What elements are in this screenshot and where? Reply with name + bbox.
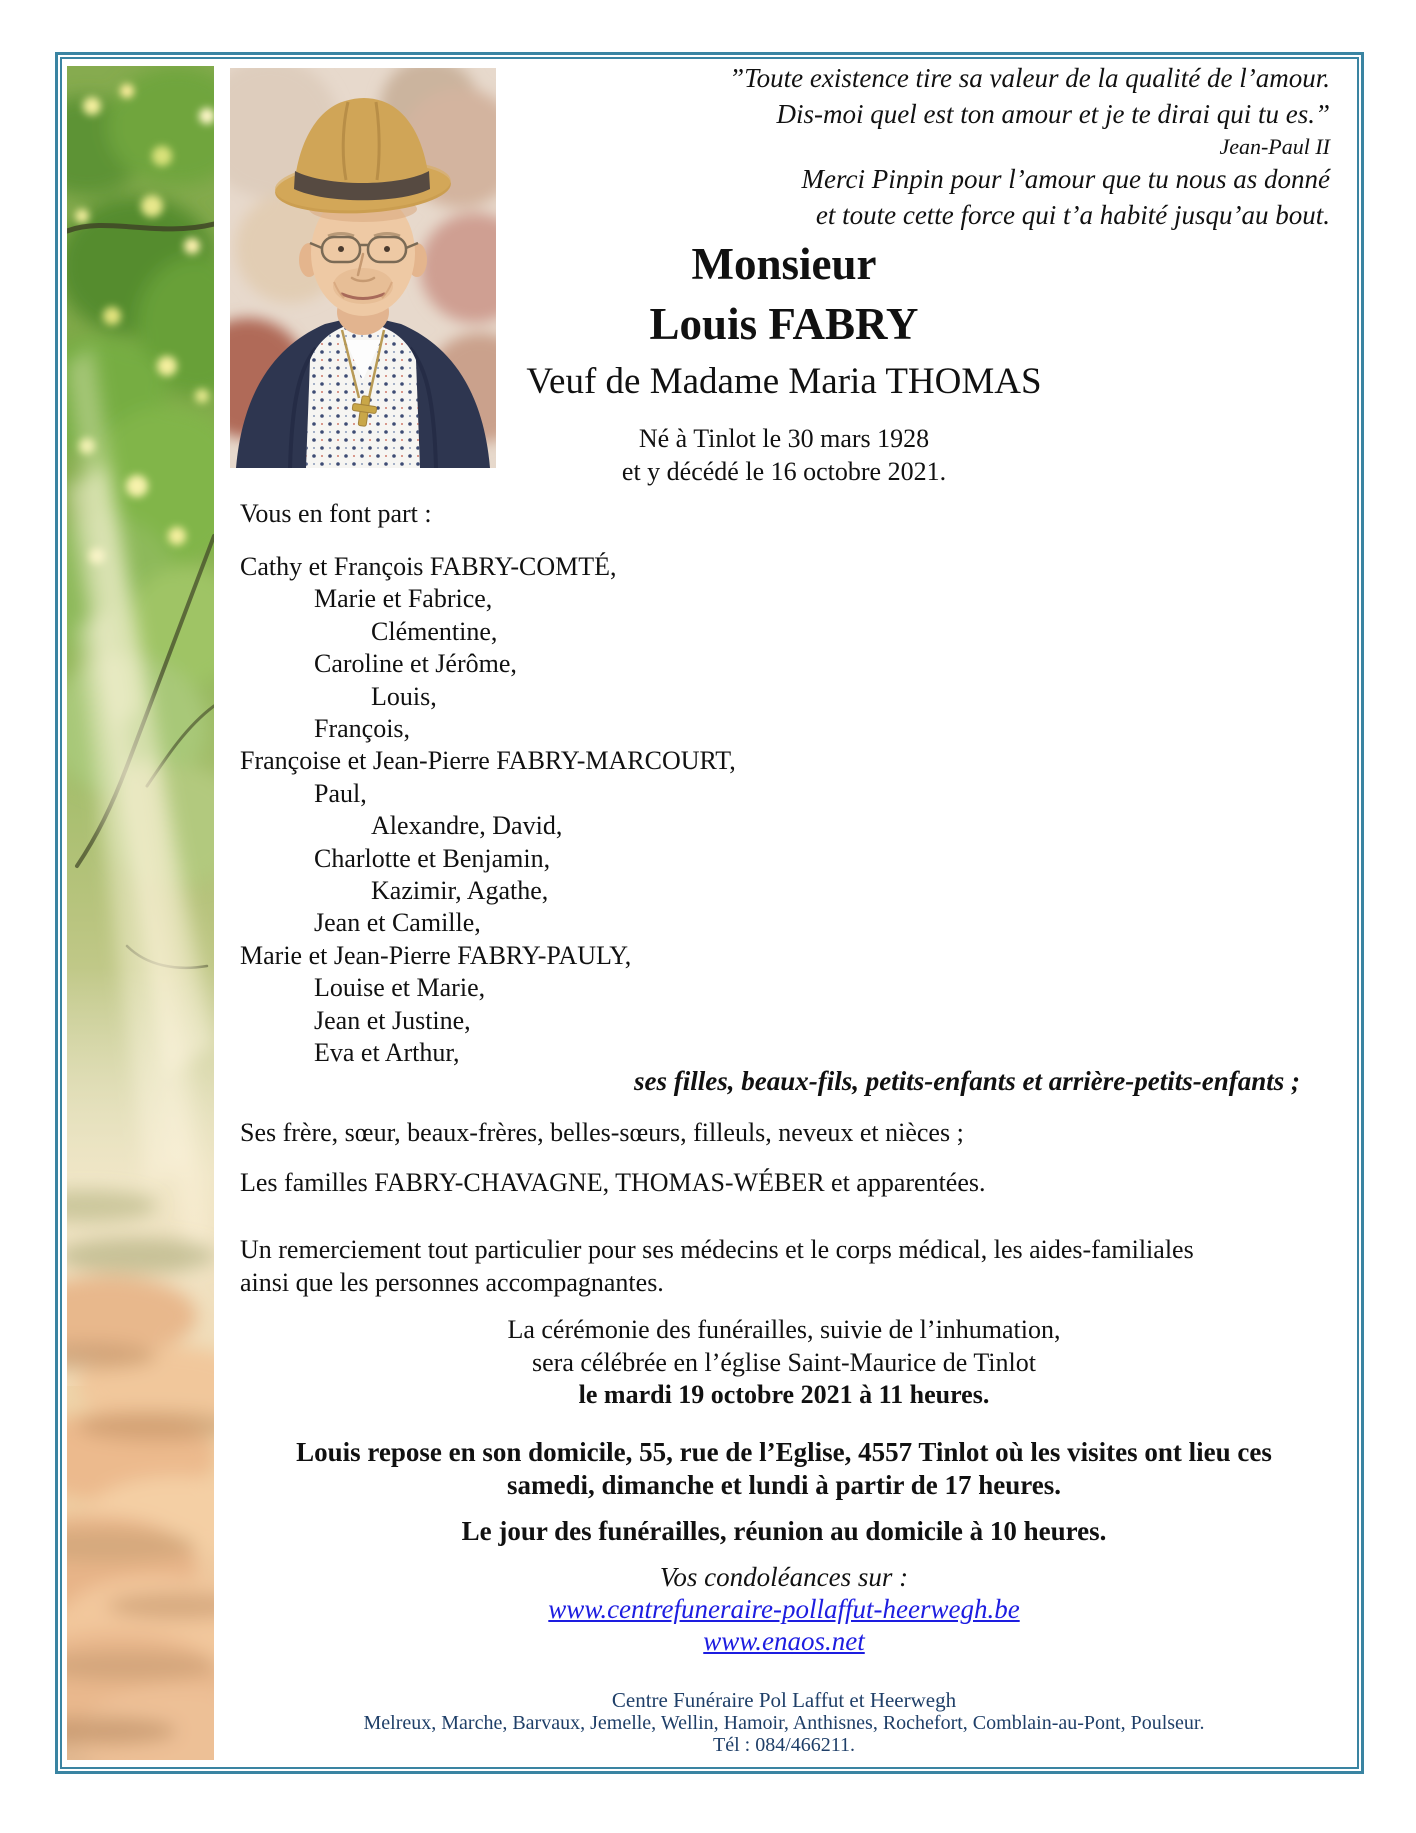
- widower-line: Veuf de Madame Maria THOMAS: [526, 361, 1042, 402]
- funeral-home-locations: Melreux, Marche, Barvaux, Jemelle, Wellin, Hamoir, Anthisnes, Rochefort, Comblain-au-Pont, Poulseur.: [363, 1711, 1205, 1734]
- condolences-link-row: [214, 1593, 1354, 1625]
- family-member: Alexandre, David,: [371, 811, 563, 841]
- announcement-intro: Vous en font part :: [240, 499, 432, 528]
- family-member: Marie et Fabrice,: [314, 584, 493, 614]
- ceremony-line: sera célébrée en l’église Saint-Maurice de Tinlot: [532, 1347, 1036, 1377]
- family-member: Eva et Arthur,: [314, 1038, 460, 1068]
- quote-block: [729, 60, 1330, 233]
- deceased-salutation: Monsieur: [691, 239, 877, 289]
- repose-block: [214, 1436, 1354, 1502]
- condolences-link-pollaffut[interactable]: www.centrefuneraire-pollaffut-heerwegh.be: [548, 1594, 1020, 1624]
- repose-line: samedi, dimanche et lundi à partir de 17 heures.: [506, 1470, 1062, 1500]
- funeral-home-footer: [214, 1689, 1354, 1757]
- quote-line: Dis-moi quel est ton amour et je te dirai qui tu es.”: [776, 99, 1330, 129]
- thanks-line: ainsi que les personnes accompagnantes.: [240, 1268, 664, 1297]
- forest-path-photo: [67, 66, 214, 1760]
- condolences-link-enaos[interactable]: www.enaos.net: [703, 1626, 865, 1656]
- family-list: [240, 551, 736, 1070]
- family-member: Clémentine,: [371, 616, 498, 646]
- family-member: Louis,: [371, 681, 437, 711]
- death-line: et y décédé le 16 octobre 2021.: [621, 457, 947, 486]
- family-member: Jean et Justine,: [314, 1005, 471, 1035]
- quote-attribution: Jean-Paul II: [1219, 134, 1330, 159]
- condolences-label: Vos condoléances sur :: [659, 1562, 909, 1592]
- family-member: Louise et Marie,: [314, 973, 486, 1003]
- dedication-line: Merci Pinpin pour l’amour que tu nous as donné: [801, 164, 1330, 194]
- quote-line: ”Toute existence tire sa valeur de la qualité de l’amour.: [729, 63, 1330, 93]
- family-member: Cathy et François FABRY-COMTÉ,: [240, 552, 617, 581]
- family-member: François,: [314, 714, 411, 744]
- siblings-line: Ses frère, sœur, beaux-frères, belles-sœurs, filleuls, neveux et nièces ;: [240, 1118, 964, 1147]
- funeral-home-name: Centre Funéraire Pol Laffut et Heerwegh: [611, 1688, 957, 1712]
- descendants-line: ses filles, beaux-fils, petits-enfants et arrière-petits-enfants ;: [634, 1066, 1300, 1096]
- thanks-paragraph: [240, 1233, 1194, 1299]
- ceremony-block: [214, 1314, 1354, 1412]
- family-member: Charlotte et Benjamin,: [314, 843, 551, 873]
- condolences-link-row: [214, 1625, 1354, 1657]
- family-member: Kazimir, Agathe,: [371, 876, 549, 906]
- family-member: Paul,: [314, 778, 367, 808]
- thanks-line: Un remerciement tout particulier pour ses médecins et le corps médical, les aides-familiales: [240, 1235, 1194, 1264]
- funeral-home-phone: Tél : 084/466211.: [712, 1734, 856, 1756]
- deceased-name: Louis FABRY: [649, 299, 919, 349]
- dedication-line: et toute cette force qui t’a habité jusqu’au bout.: [815, 200, 1330, 230]
- ceremony-date: le mardi 19 octobre 2021 à 11 heures.: [578, 1380, 990, 1409]
- birth-line: Né à Tinlot le 30 mars 1928: [638, 424, 930, 453]
- family-member: Françoise et Jean-Pierre FABRY-MARCOURT,: [240, 746, 736, 776]
- families-line: Les familles FABRY-CHAVAGNE, THOMAS-WÉBER et apparentées.: [240, 1168, 986, 1197]
- reunion-line: Le jour des funérailles, réunion au domicile à 10 heures.: [461, 1516, 1107, 1546]
- family-member: Jean et Camille,: [314, 908, 481, 938]
- deceased-header: [214, 234, 1354, 488]
- ceremony-line: La cérémonie des funérailles, suivie de l’inhumation,: [507, 1315, 1061, 1344]
- family-member: Marie et Jean-Pierre FABRY-PAULY,: [240, 940, 632, 970]
- family-member: Caroline et Jérôme,: [314, 649, 517, 679]
- repose-line: Louis repose en son domicile, 55, rue de l’Eglise, 4557 Tinlot où les visites ont lieu ces: [296, 1437, 1272, 1467]
